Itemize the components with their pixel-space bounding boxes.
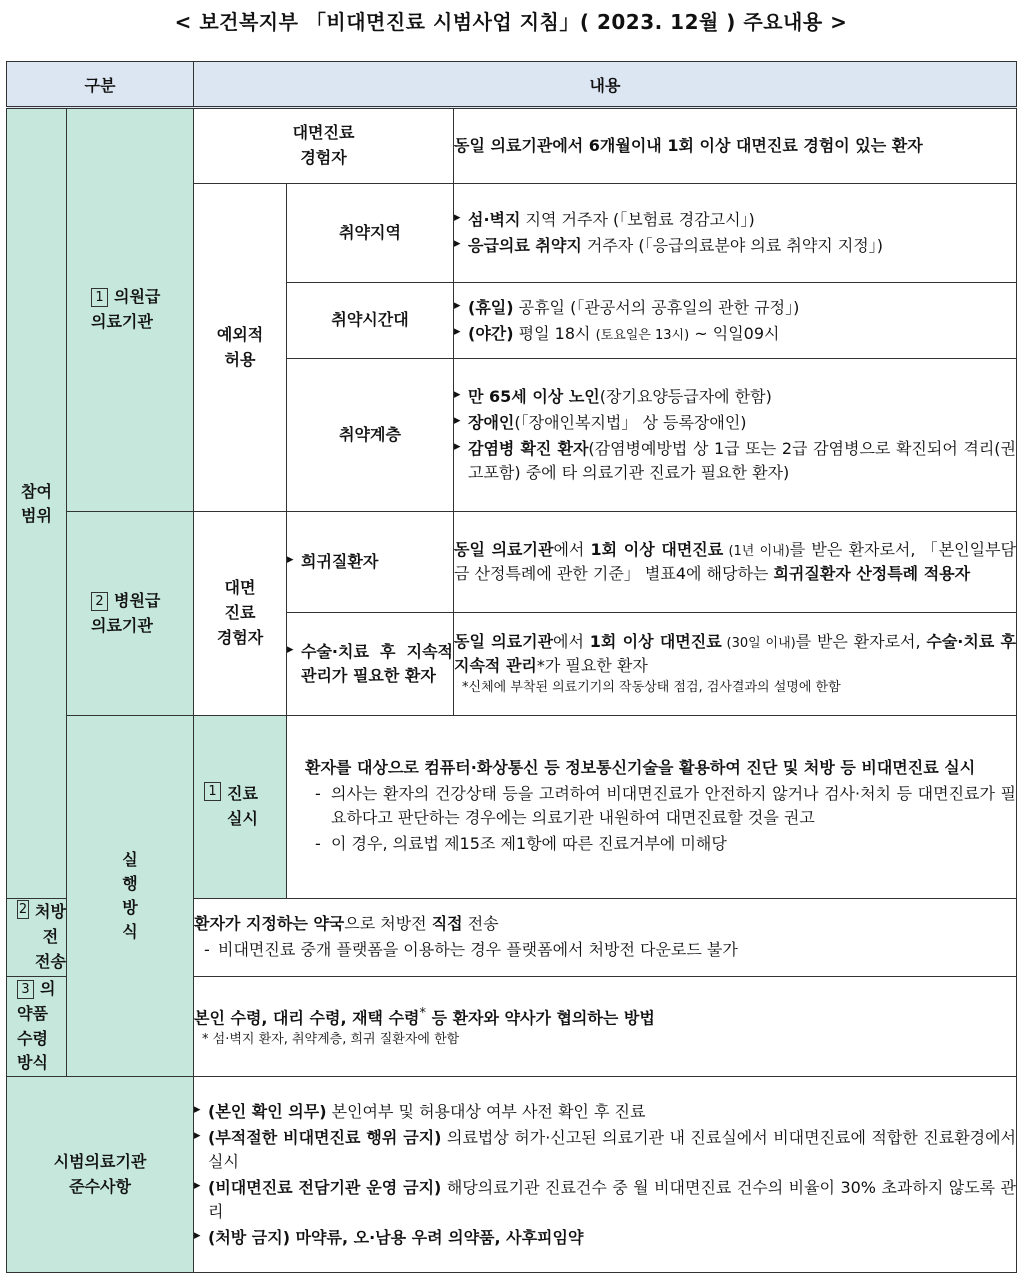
number-box: 1 xyxy=(204,782,221,801)
vulnerable-group-content xyxy=(454,359,1017,512)
receipt-content: 본인 수령, 대리 수령, 재택 수령* 등 환자와 약사가 협의하는 방법 * 섬·벽지 환자, 취약계층, 희귀 질환자에 한함 xyxy=(194,977,1017,1077)
list-item: ▸ (본인 확인 의무) 본인여부 및 허용대상 여부 사전 확인 후 진료 xyxy=(194,1100,1016,1124)
vulnerable-area-content xyxy=(454,184,1017,283)
list-item: ▸ (부적절한 비대면진료 행위 금지) 의료법상 허가·신고된 의료기관 내 진료실에서 비대면진료에 적합한 진료환경에서 실시 xyxy=(194,1126,1016,1174)
clinic-category xyxy=(67,108,194,512)
page-title: < 보건복지부 「비대면진료 시범사업 지침」( 2023. 12월 ) 주요내용 > xyxy=(174,10,848,34)
surgery-content: 동일 의료기관에서 1회 이상 대면진료 (30일 이내)를 받은 환자로서, 수술·치료 후 지속적 관리*가 필요한 환자 *신체에 부착된 의료기기의 작동상태 점검, 검사결과의 설명에 한함 xyxy=(454,613,1017,716)
list-item: ▸ 감염병 확진 환자(감염병예방법 상 1급 또는 2급 감염병으로 확진되어 격리(권고포함) 중에 타 의료기관 진료가 필요한 환자) xyxy=(454,437,1016,485)
prescription-label: 처방전 전송 xyxy=(35,902,66,971)
hospital-experienced-label: 대면 진료 경험자 xyxy=(194,512,287,716)
number-box: 3 xyxy=(17,980,34,999)
surgery-label-cell xyxy=(287,613,454,716)
list-item: - 비대면진료 중개 플랫폼을 이용하는 경우 플랫폼에서 처방전 다운로드 불가 xyxy=(204,939,738,959)
clinic-label: 의원급 의료기관 xyxy=(91,287,161,331)
hospital-category xyxy=(67,512,194,716)
rare-disease-label: ▸ 희귀질환자 xyxy=(287,550,453,574)
vulnerable-time-label: 취약시간대 xyxy=(287,283,454,359)
header-content: 내용 xyxy=(194,62,1017,108)
list-item: ▸ (휴일) 공휴일 (「관공서의 공휴일의 관한 규정」) xyxy=(454,296,1016,320)
receipt-label: 의약품 수령방식 xyxy=(17,979,56,1073)
scope-label: 참여 범위 xyxy=(7,108,67,899)
method-label: 실 행 방 식 xyxy=(67,716,194,1077)
list-item: ▸ 장애인(「장애인복지법」 상 등록장애인) xyxy=(454,411,1016,435)
receipt-category xyxy=(7,977,67,1077)
vulnerable-group-label: 취약계층 xyxy=(287,359,454,512)
vulnerable-area-label: 취약지역 xyxy=(287,184,454,283)
rare-disease-label-cell xyxy=(287,512,454,613)
treatment-main: 환자를 대상으로 컴퓨터·화상통신 등 정보통신기술을 활용하여 진단 및 처방 등 비대면진료 실시 xyxy=(305,758,976,777)
treatment-label: 진료 실시 xyxy=(227,784,258,828)
treatment-content xyxy=(287,716,1017,899)
prescription-content: 환자가 지정하는 약국으로 처방전 직접 전송 - 비대면진료 중개 플랫폼을 이용하는 경우 플랫폼에서 처방전 다운로드 불가 xyxy=(194,899,1017,977)
list-item: ▸ (야간) 평일 18시 (토요일은 13시) ~ 익일09시 xyxy=(454,322,1016,346)
treatment-category xyxy=(194,716,287,899)
clinic-experienced-text: 동일 의료기관에서 6개월이내 1회 이상 대면진료 경험이 있는 환자 xyxy=(454,108,1017,184)
list-item: - 의사는 환자의 건강상태 등을 고려하여 비대면진료가 안전하지 않거나 검사·처치 등 대면진료가 필요하다고 판단하는 경우에는 의료기관 내원하여 대면진료할 것을 권고 xyxy=(315,784,1017,827)
list-item: ▸ 응급의료 취약지 거주자 (「응급의료분야 의료 취약지 지정」) xyxy=(454,234,1016,258)
list-item: - 이 경우, 의료법 제15조 제1항에 따른 진료거부에 미해당 xyxy=(315,834,727,853)
prescription-category xyxy=(7,899,67,977)
number-box: 2 xyxy=(18,902,28,918)
table-header-row xyxy=(7,62,1017,108)
list-item: ▸ (비대면진료 전담기관 운영 금지) 해당의료기관 진료건수 중 월 비대면진료 건수의 비율이 30% 초과하지 않도록 관리 xyxy=(194,1176,1016,1224)
surgery-label: ▸ 수술·치료 후 지속적 관리가 필요한 환자 xyxy=(287,640,453,688)
receipt-note: * 섬·벽지 환자, 취약계층, 희귀 질환자에 한함 xyxy=(202,1032,460,1047)
list-item: ▸ 만 65세 이상 노인(장기요양등급자에 한함) xyxy=(454,385,1016,409)
compliance-label: 시범의료기관 준수사항 xyxy=(7,1077,194,1273)
guideline-table xyxy=(6,61,1017,1273)
list-item: ▸ 섬·벽지 지역 거주자 (「보험료 경감고시」) xyxy=(454,208,1016,232)
clinic-experienced-label: 대면진료 경험자 xyxy=(194,108,454,184)
exception-label: 예외적 허용 xyxy=(194,184,287,512)
hospital-label: 병원급 의료기관 xyxy=(91,590,161,635)
surgery-note: *신체에 부착된 의료기기의 작동상태 점검, 검사결과의 설명에 한함 xyxy=(462,680,841,696)
number-box: 2 xyxy=(91,592,108,611)
vulnerable-time-content xyxy=(454,283,1017,359)
header-category: 구분 xyxy=(7,62,194,108)
compliance-content xyxy=(194,1077,1017,1273)
rare-disease-content: 동일 의료기관에서 1회 이상 대면진료 (1년 이내)를 받은 환자로서, 「본인일부담금 산정특례에 관한 기준」 별표4에 해당하는 희귀질환자 산정특례 적용자 xyxy=(454,512,1017,613)
list-item: ▸ (처방 금지) 마약류, 오·남용 우려 의약품, 사후피임약 xyxy=(194,1226,1016,1250)
number-box: 1 xyxy=(91,288,108,307)
